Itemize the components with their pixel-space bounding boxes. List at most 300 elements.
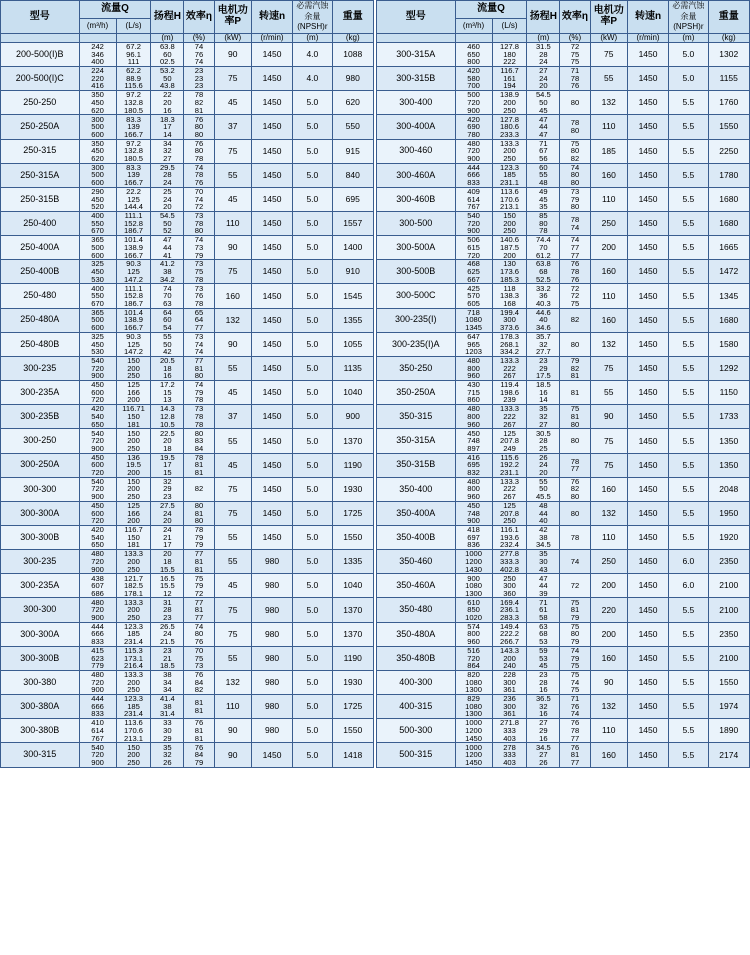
table-row xyxy=(1,236,374,260)
cell-speed: 1450 xyxy=(251,308,292,332)
cell-weight: 1930 xyxy=(332,670,374,694)
pump-table-right-body xyxy=(377,42,750,767)
unit-speed: (r/min) xyxy=(251,33,292,42)
cell-flow-ls: 125 166 200 xyxy=(116,501,151,525)
cell-head: 47 44 41 xyxy=(151,236,184,260)
cell-speed: 1450 xyxy=(251,236,292,260)
table-row xyxy=(1,695,374,719)
cell-flow-m3h: 415 623 779 xyxy=(79,646,116,670)
table-row xyxy=(1,308,374,332)
cell-flow-m3h: 420 580 700 xyxy=(455,67,492,91)
unit-flow-ls xyxy=(116,33,151,42)
cell-flow-ls: 133.3 200 250 xyxy=(492,139,527,163)
cell-flow-m3h: 610 850 1020 xyxy=(455,598,492,622)
cell-efficiency: 71 76 74 xyxy=(560,695,591,719)
cell-weight: 1190 xyxy=(332,453,374,477)
cell-head: 35 32 27 xyxy=(527,405,560,429)
table-row xyxy=(1,67,374,91)
cell-efficiency: 75 80 82 xyxy=(560,139,591,163)
cell-flow-m3h: 1000 1200 1450 xyxy=(455,719,492,743)
cell-npsh: 5.0 xyxy=(293,719,332,743)
cell-model: 350-315 xyxy=(377,405,456,429)
cell-weight: 2350 xyxy=(708,622,750,646)
cell-speed: 1450 xyxy=(251,405,292,429)
cell-power: 75 xyxy=(590,356,627,380)
cell-model: 200-500(I)C xyxy=(1,67,80,91)
col-npsh: 必需汽蚀余量(NPSH)r xyxy=(669,1,708,34)
table-row xyxy=(1,405,374,429)
cell-speed: 1450 xyxy=(251,139,292,163)
cell-efficiency: 76 81 81 xyxy=(184,719,215,743)
cell-head: 59 53 45 xyxy=(527,646,560,670)
cell-weight: 1370 xyxy=(332,598,374,622)
cell-head: 33 30 29 xyxy=(151,719,184,743)
cell-power: 55 xyxy=(214,526,251,550)
cell-model: 300-300 xyxy=(1,477,80,501)
cell-flow-ls: 97.2 132.8 180.5 xyxy=(116,139,151,163)
cell-power: 90 xyxy=(590,670,627,694)
cell-weight: 1088 xyxy=(332,42,374,66)
cell-speed: 1450 xyxy=(627,622,668,646)
table-row xyxy=(1,284,374,308)
cell-npsh: 5.0 xyxy=(293,429,332,453)
cell-efficiency: 75 74 75 xyxy=(560,670,591,694)
cell-flow-m3h: 460 650 800 xyxy=(455,42,492,66)
cell-speed: 980 xyxy=(251,719,292,743)
cell-head: 41.4 38 31.4 xyxy=(151,695,184,719)
cell-efficiency: 81 xyxy=(560,381,591,405)
table-row xyxy=(377,260,750,284)
cell-speed: 1450 xyxy=(627,284,668,308)
cell-speed: 1450 xyxy=(251,260,292,284)
cell-npsh: 6.0 xyxy=(669,574,708,598)
cell-power: 55 xyxy=(590,67,627,91)
table-row xyxy=(1,139,374,163)
cell-weight: 2174 xyxy=(708,743,750,768)
cell-model: 300-235B xyxy=(1,405,80,429)
cell-flow-ls: 123.3 185 231.1 xyxy=(492,163,527,187)
cell-head: 18.3 17 14 xyxy=(151,115,184,139)
cell-weight: 1545 xyxy=(332,284,374,308)
cell-power: 75 xyxy=(214,598,251,622)
cell-speed: 1450 xyxy=(627,332,668,356)
cell-flow-m3h: 540 720 900 xyxy=(455,211,492,235)
cell-flow-m3h: 468 625 667 xyxy=(455,260,492,284)
cell-flow-ls: 119.4 198.6 239 xyxy=(492,381,527,405)
cell-power: 45 xyxy=(214,91,251,115)
cell-npsh: 5.5 xyxy=(669,187,708,211)
cell-weight: 1150 xyxy=(708,381,750,405)
cell-npsh: 5.0 xyxy=(293,526,332,550)
cell-model: 350-480 xyxy=(377,598,456,622)
cell-power: 160 xyxy=(590,477,627,501)
cell-head: 63 68 53 xyxy=(527,622,560,646)
cell-efficiency: 71 78 76 xyxy=(560,67,591,91)
cell-flow-m3h: 506 615 720 xyxy=(455,236,492,260)
cell-power: 132 xyxy=(590,332,627,356)
cell-npsh: 5.0 xyxy=(293,308,332,332)
cell-speed: 1450 xyxy=(251,163,292,187)
cell-model: 300-300B xyxy=(1,646,80,670)
cell-flow-m3h: 290 450 520 xyxy=(79,187,116,211)
pump-table-right xyxy=(376,0,750,768)
cell-speed: 1450 xyxy=(627,646,668,670)
cell-flow-m3h: 416 695 832 xyxy=(455,453,492,477)
cell-weight: 1302 xyxy=(708,42,750,66)
table-row xyxy=(1,743,374,768)
cell-power: 110 xyxy=(214,695,251,719)
cell-head: 64 60 54 xyxy=(151,308,184,332)
cell-efficiency: 80 xyxy=(560,429,591,453)
cell-flow-m3h: 540 720 900 xyxy=(79,356,116,380)
table-row xyxy=(1,453,374,477)
cell-npsh: 5.5 xyxy=(669,163,708,187)
cell-npsh: 5.0 xyxy=(293,405,332,429)
cell-speed: 1450 xyxy=(627,598,668,622)
cell-power: 90 xyxy=(214,719,251,743)
cell-power: 132 xyxy=(590,695,627,719)
table-row xyxy=(1,163,374,187)
cell-npsh: 5.0 xyxy=(293,115,332,139)
pump-table-left-body xyxy=(1,42,374,767)
cell-weight: 1974 xyxy=(708,695,750,719)
cell-head: 60 55 48 xyxy=(527,163,560,187)
cell-npsh: 5.5 xyxy=(669,332,708,356)
col-flow-ls: (L/s) xyxy=(492,18,527,33)
table-row xyxy=(377,332,750,356)
cell-npsh: 5.5 xyxy=(669,743,708,768)
table-row xyxy=(1,574,374,598)
cell-speed: 1450 xyxy=(627,115,668,139)
cell-model: 250-400 xyxy=(1,211,80,235)
table-row xyxy=(1,526,374,550)
cell-speed: 980 xyxy=(251,550,292,574)
cell-model: 300-400A xyxy=(377,115,456,139)
cell-power: 75 xyxy=(214,622,251,646)
cell-weight: 1550 xyxy=(332,526,374,550)
cell-flow-m3h: 242 346 400 xyxy=(79,42,116,66)
cell-head: 27 29 16 xyxy=(527,719,560,743)
cell-model: 300-380B xyxy=(1,719,80,743)
cell-power: 220 xyxy=(590,598,627,622)
cell-weight: 1930 xyxy=(332,477,374,501)
cell-efficiency: 72 72 75 xyxy=(560,284,591,308)
cell-flow-m3h: 540 720 900 xyxy=(79,429,116,453)
cell-power: 110 xyxy=(590,719,627,743)
cell-efficiency: 75 79 72 xyxy=(184,574,215,598)
cell-weight: 1550 xyxy=(332,719,374,743)
cell-speed: 1450 xyxy=(627,501,668,525)
col-eff: 效率η xyxy=(560,1,591,34)
cell-model: 350-400 xyxy=(377,477,456,501)
cell-efficiency: 74 78 76 xyxy=(184,163,215,187)
cell-head: 34.5 27 26 xyxy=(527,743,560,768)
cell-flow-ls: 62.2 88.9 115.6 xyxy=(116,67,151,91)
cell-flow-ls: 271.8 333 403 xyxy=(492,719,527,743)
cell-weight: 980 xyxy=(332,67,374,91)
cell-flow-ls: 83.3 139 166.7 xyxy=(116,163,151,187)
cell-weight: 1725 xyxy=(332,501,374,525)
cell-npsh: 5.5 xyxy=(669,211,708,235)
cell-flow-m3h: 300 500 600 xyxy=(79,115,116,139)
cell-model: 300-460B xyxy=(377,187,456,211)
cell-model: 400-315 xyxy=(377,695,456,719)
cell-speed: 980 xyxy=(251,574,292,598)
table-row xyxy=(1,670,374,694)
cell-head: 22 20 16 xyxy=(151,91,184,115)
cell-speed: 1450 xyxy=(627,743,668,768)
cell-power: 200 xyxy=(590,622,627,646)
cell-power: 55 xyxy=(214,550,251,574)
cell-head: 34 32 27 xyxy=(151,139,184,163)
cell-flow-m3h: 1000 1200 1430 xyxy=(455,550,492,574)
cell-flow-m3h: 430 715 860 xyxy=(455,381,492,405)
cell-model: 250-315B xyxy=(1,187,80,211)
cell-flow-m3h: 450 748 897 xyxy=(455,429,492,453)
table-row xyxy=(1,91,374,115)
cell-head: 20.5 18 16 xyxy=(151,356,184,380)
cell-speed: 1450 xyxy=(251,211,292,235)
cell-flow-m3h: 365 500 600 xyxy=(79,236,116,260)
cell-power: 90 xyxy=(214,236,251,260)
cell-speed: 1450 xyxy=(251,284,292,308)
cell-flow-m3h: 420 690 780 xyxy=(455,115,492,139)
cell-speed: 1450 xyxy=(627,163,668,187)
table-row xyxy=(377,598,750,622)
cell-npsh: 5.0 xyxy=(669,42,708,66)
cell-efficiency: 73 76 78 xyxy=(184,284,215,308)
cell-efficiency: 73 78 78 xyxy=(184,405,215,429)
table-row xyxy=(377,453,750,477)
cell-flow-ls: 250 300 360 xyxy=(492,574,527,598)
table-row xyxy=(377,743,750,768)
cell-weight: 1040 xyxy=(332,381,374,405)
unit-eff: (%) xyxy=(184,33,215,42)
cell-speed: 1450 xyxy=(627,187,668,211)
cell-weight: 1350 xyxy=(708,429,750,453)
cell-flow-ls: 97.2 132.8 180.5 xyxy=(116,91,151,115)
cell-power: 37 xyxy=(214,115,251,139)
table-row xyxy=(377,236,750,260)
cell-flow-m3h: 444 666 833 xyxy=(79,622,116,646)
cell-efficiency: 77 81 80 xyxy=(184,356,215,380)
cell-head: 71 61 58 xyxy=(527,598,560,622)
cell-flow-ls: 140.6 187.5 200 xyxy=(492,236,527,260)
table-row xyxy=(377,670,750,694)
cell-weight: 900 xyxy=(332,405,374,429)
cell-head: 16.5 15.5 12 xyxy=(151,574,184,598)
cell-power: 110 xyxy=(590,284,627,308)
table-row xyxy=(377,187,750,211)
cell-npsh: 5.5 xyxy=(669,236,708,260)
cell-flow-m3h: 540 720 900 xyxy=(79,477,116,501)
cell-flow-ls: 116.71 150 181 xyxy=(116,405,151,429)
table-row xyxy=(377,115,750,139)
table-row xyxy=(1,477,374,501)
cell-head: 36.5 32 16 xyxy=(527,695,560,719)
cell-flow-m3h: 450 600 720 xyxy=(79,381,116,405)
cell-flow-ls: 133.3 222 267 xyxy=(492,356,527,380)
cell-efficiency: 74 80 80 xyxy=(560,163,591,187)
cell-efficiency: 80 xyxy=(560,91,591,115)
table-row xyxy=(1,187,374,211)
cell-power: 37 xyxy=(214,405,251,429)
cell-head: 55 50 45.5 xyxy=(527,477,560,501)
col-speed: 转速n xyxy=(627,1,668,34)
cell-weight: 910 xyxy=(332,260,374,284)
cell-speed: 1450 xyxy=(251,429,292,453)
cell-flow-ls: 90.3 125 147.2 xyxy=(116,260,151,284)
col-model: 型号 xyxy=(1,1,80,34)
cell-model: 300-460 xyxy=(377,139,456,163)
cell-head: 17.2 15 13 xyxy=(151,381,184,405)
cell-model: 300-315B xyxy=(377,67,456,91)
unit-npsh: (m) xyxy=(293,33,332,42)
cell-head: 42 38 34.5 xyxy=(527,526,560,550)
table-row xyxy=(1,260,374,284)
cell-efficiency: 74 79 78 xyxy=(184,381,215,405)
cell-efficiency: 65 64 77 xyxy=(184,308,215,332)
cell-flow-ls: 115.3 173.1 216.4 xyxy=(116,646,151,670)
cell-efficiency: 80 81 80 xyxy=(184,501,215,525)
cell-power: 132 xyxy=(590,501,627,525)
col-flow-m3h: (m³/h) xyxy=(455,18,492,33)
table-row xyxy=(377,695,750,719)
cell-efficiency: 82 xyxy=(184,477,215,501)
unit-weight: (kg) xyxy=(708,33,750,42)
cell-efficiency: 73 74 74 xyxy=(184,332,215,356)
cell-flow-ls: 199.4 300 373.6 xyxy=(492,308,527,332)
cell-power: 90 xyxy=(214,743,251,768)
cell-power: 90 xyxy=(214,42,251,66)
cell-model: 350-315A xyxy=(377,429,456,453)
cell-model: 300-235(I)A xyxy=(377,332,456,356)
cell-head: 41.2 38 34.2 xyxy=(151,260,184,284)
cell-flow-m3h: 480 800 960 xyxy=(455,405,492,429)
unit-flow-m3h xyxy=(79,33,116,42)
cell-model: 350-480A xyxy=(377,622,456,646)
table-row xyxy=(1,211,374,235)
cell-speed: 1450 xyxy=(251,743,292,768)
cell-flow-m3h: 444 666 833 xyxy=(455,163,492,187)
cell-efficiency: 72 xyxy=(560,574,591,598)
cell-model: 200-500(I)B xyxy=(1,42,80,66)
cell-head: 31 28 23 xyxy=(151,598,184,622)
unit-power: (kW) xyxy=(590,33,627,42)
cell-efficiency: 70 75 73 xyxy=(184,646,215,670)
cell-efficiency: 77 81 77 xyxy=(184,598,215,622)
cell-npsh: 4.0 xyxy=(293,42,332,66)
cell-npsh: 5.0 xyxy=(293,260,332,284)
cell-efficiency: 78 80 xyxy=(560,115,591,139)
cell-flow-ls: 116.7 161 194 xyxy=(492,67,527,91)
cell-flow-ls: 90.3 125 147.2 xyxy=(116,332,151,356)
cell-flow-m3h: 450 600 720 xyxy=(79,501,116,525)
cell-weight: 1950 xyxy=(708,501,750,525)
table-row xyxy=(377,42,750,66)
cell-speed: 1450 xyxy=(627,236,668,260)
cell-efficiency: 74 77 77 xyxy=(560,236,591,260)
cell-power: 55 xyxy=(214,356,251,380)
cell-weight: 695 xyxy=(332,187,374,211)
col-head: 扬程H xyxy=(151,1,184,34)
cell-flow-m3h: 480 800 960 xyxy=(455,356,492,380)
cell-flow-ls: 133.3 200 250 xyxy=(116,550,151,574)
cell-npsh: 5.5 xyxy=(669,646,708,670)
cell-speed: 1450 xyxy=(251,526,292,550)
cell-head: 23 21 18.5 xyxy=(151,646,184,670)
cell-head: 26 24 20 xyxy=(527,453,560,477)
cell-weight: 2250 xyxy=(708,139,750,163)
cell-weight: 2100 xyxy=(708,598,750,622)
cell-speed: 1450 xyxy=(251,42,292,66)
cell-weight: 1680 xyxy=(708,211,750,235)
cell-speed: 1450 xyxy=(627,405,668,429)
cell-weight: 1292 xyxy=(708,356,750,380)
table-row xyxy=(1,356,374,380)
cell-efficiency: 76 78 77 xyxy=(560,719,591,743)
cell-model: 300-315 xyxy=(1,743,80,768)
cell-flow-ls: 118 138.3 168 xyxy=(492,284,527,308)
cell-flow-ls: 150 200 250 xyxy=(116,429,151,453)
cell-weight: 1135 xyxy=(332,356,374,380)
cell-model: 500-300 xyxy=(377,719,456,743)
cell-head: 30.5 28 25 xyxy=(527,429,560,453)
cell-flow-m3h: 480 720 900 xyxy=(79,550,116,574)
cell-flow-ls: 228 300 361 xyxy=(492,670,527,694)
cell-flow-m3h: 574 800 960 xyxy=(455,622,492,646)
cell-efficiency: 74 79 75 xyxy=(560,646,591,670)
cell-npsh: 5.5 xyxy=(669,381,708,405)
cell-power: 160 xyxy=(590,743,627,768)
cell-weight: 1760 xyxy=(708,91,750,115)
unit-flow-m3h xyxy=(455,33,492,42)
cell-flow-ls: 150 200 250 xyxy=(116,477,151,501)
cell-npsh: 5.5 xyxy=(669,284,708,308)
cell-flow-m3h: 350 450 620 xyxy=(79,91,116,115)
cell-flow-ls: 121.7 182.5 178.1 xyxy=(116,574,151,598)
cell-flow-m3h: 444 666 833 xyxy=(79,695,116,719)
table-row xyxy=(1,332,374,356)
cell-efficiency: 75 81 79 xyxy=(560,598,591,622)
cell-model: 350-250A xyxy=(377,381,456,405)
cell-npsh: 5.0 xyxy=(293,187,332,211)
cell-flow-m3h: 540 720 900 xyxy=(79,743,116,768)
cell-flow-m3h: 409 614 767 xyxy=(455,187,492,211)
cell-head: 55 50 42 xyxy=(151,332,184,356)
cell-flow-ls: 178.3 268.1 334.2 xyxy=(492,332,527,356)
cell-power: 110 xyxy=(214,211,251,235)
cell-flow-m3h: 450 748 900 xyxy=(455,501,492,525)
cell-head: 71 67 56 xyxy=(527,139,560,163)
col-power: 电机功率P xyxy=(590,1,627,34)
cell-model: 350-315B xyxy=(377,453,456,477)
cell-efficiency: 74 80 76 xyxy=(184,622,215,646)
cell-head: 18.5 16 14 xyxy=(527,381,560,405)
cell-npsh: 5.5 xyxy=(669,477,708,501)
cell-model: 350-400B xyxy=(377,526,456,550)
cell-model: 300-250A xyxy=(1,453,80,477)
cell-head: 27 24 20 xyxy=(527,67,560,91)
cell-efficiency: 70 74 72 xyxy=(184,187,215,211)
cell-speed: 1450 xyxy=(627,670,668,694)
col-flow: 流量Q xyxy=(455,1,527,19)
cell-head: 19.5 17 15 xyxy=(151,453,184,477)
table-row xyxy=(377,308,750,332)
cell-head: 33.2 36 40.3 xyxy=(527,284,560,308)
cell-weight: 1665 xyxy=(708,236,750,260)
cell-flow-ls: 83.3 139 166.7 xyxy=(116,115,151,139)
